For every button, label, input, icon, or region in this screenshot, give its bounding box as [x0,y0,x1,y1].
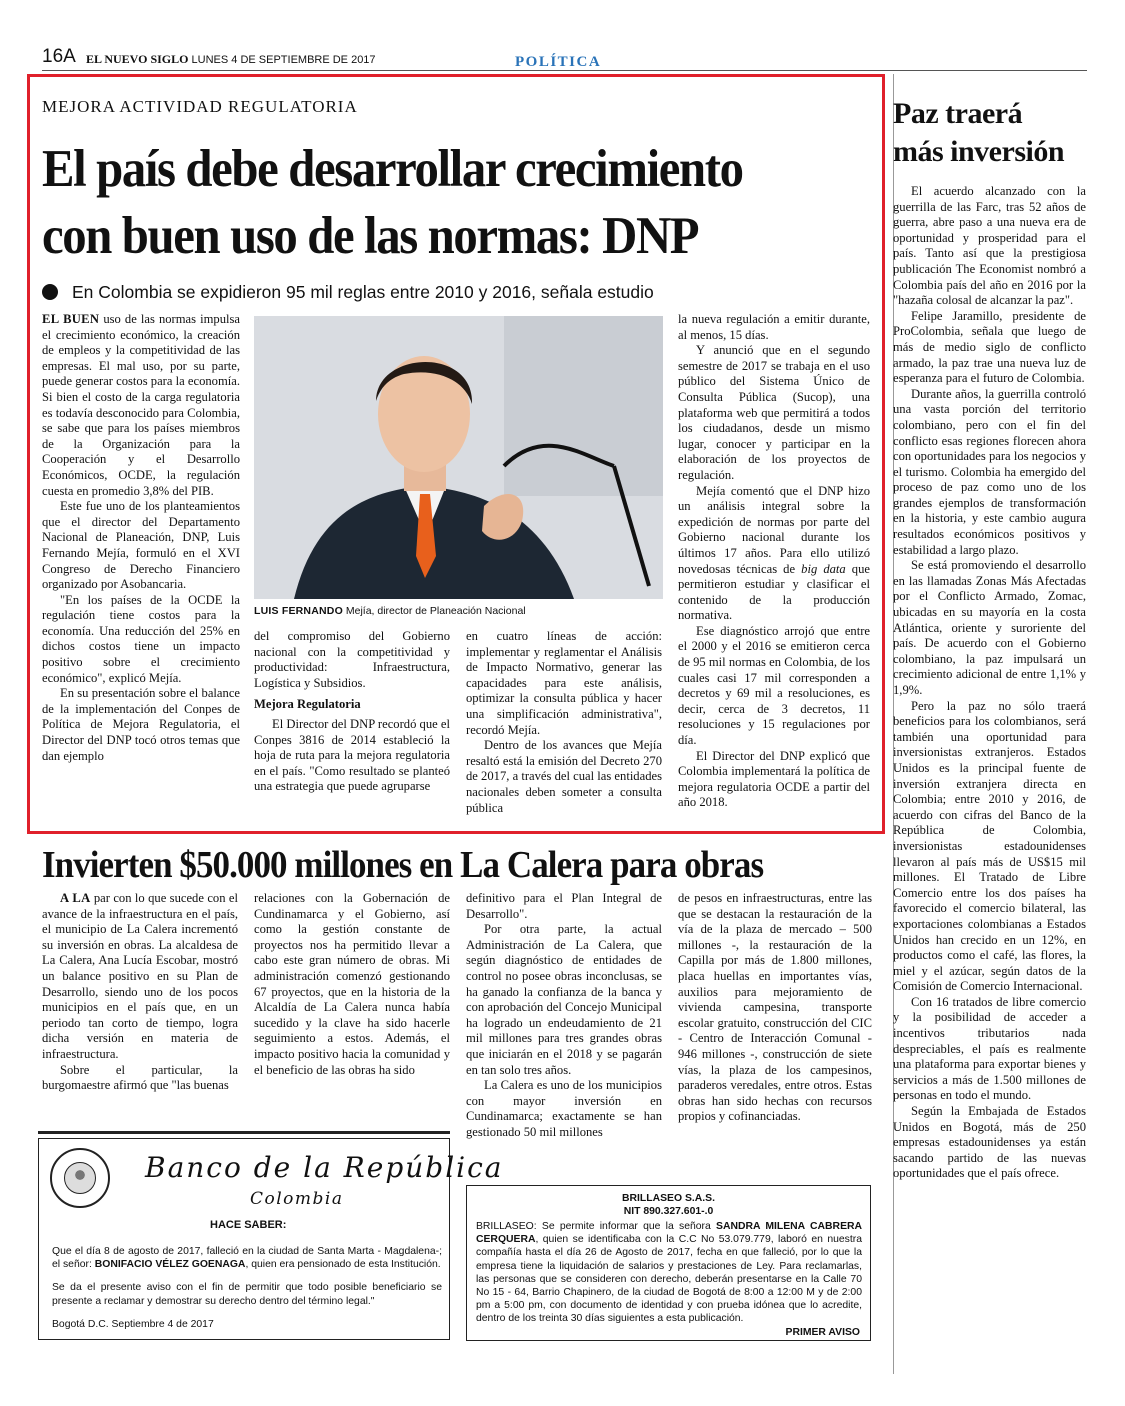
paragraph: de pesos en infraestructuras, entre las que se destacan la restauración de la vía de la plaza de mercado – 500 millones -, la restauración de la Capilla por más de 1.800 millones, placa huellas en importantes vías, auxilios para mejoramiento de vivienda campesina, transporte escolar gratuito, construcción del CIC - Centro de Interacción Comunal - 946 millones -, construcción de siete vías, la plaza de los campesinos, paraderos veredales, entre otros. Estas obras han sido hechas con recursos propios y cofinanciadas. [678,891,872,1124]
main-story-deck [42,282,654,303]
photo-caption [254,605,526,617]
issue-date: LUNES 4 DE SEPTIEMBRE DE 2017 [191,54,376,66]
second-story-headline: Invierten $50.000 millones en La Calera para obras [42,844,764,886]
photo-luis-fernando-mejia [254,316,663,599]
bank-country: Colombia [250,1189,344,1209]
lead-caps: A LA [60,891,91,905]
paragraph: "En los países de la OCDE la regulación tiene costos para la economía. Una reducción del 25% en dichos costos tiene un impacto positivo sobre el crecimiento económico", explicó Mejía. [42,592,240,685]
paragraph: El acuerdo alcanzado con la guerrilla de las Farc, tras 52 años de guerra, abre paso a una nueva era de oportunidad y prosperidad para el país. Tanto así que la prestigiosa publicación The Economist nombró a Colombia país del año en 2016 por la "hazaña colosal de alcanzar la paz". [893,184,1086,308]
side-story-headline: Paz traerá más inversión [893,97,1065,168]
brillaseo-notice-body: BRILLASEO: Se permite informar que la señora SANDRA MILENA CABRERA CERQUERA, quien se identificaba con la C.C No 53.079.779, laboró en nuestra compañía hasta el día 26 de Agosto de 2017, fecha en que falleció, por lo que la empresa tiene la liquidación de salarios y prestaciones de Ley. Para reclamarlas, las personas que se consideren con derecho, deberán presentarse en la Calle 70 No 15 - 64, Barrio Chapinero, de la ciudad de Bogotá de 8:00 a 12:00 M y de 2:00 pm a 5:00 pm, con documento de identidad y con prueba idónea que lo acredite, dentro de los treinta 30 días siguientes a esta publicación. [476,1221,863,1325]
main-story-column-4 [678,312,870,811]
main-story-kicker: MEJORA ACTIVIDAD REGULATORIA [42,97,358,116]
headline-line-1: El país debe desarrollar crecimiento [42,140,743,198]
paragraph: Según la Embajada de Estados Unidos en Bogotá, más de 250 empresas estadounidenses ya están sacando partido de las nuevas oportunidades que el país ofrece. [893,1104,1086,1181]
second-story-column-1 [42,891,238,1094]
paragraph: Ese diagnóstico arrojó que entre el 2000 y el 2016 se emitieron cerca de 95 mil normas en Colombia, de los cuales casi 17 mil corresponden a decretos y 69 mil a resoluciones, es decir, cerca de 3 decretos, 11 resoluciones y 15 regulaciones por día. [678,623,870,748]
paragraph: en cuatro líneas de acción: implementar y reglamentar el Análisis de Impacto Normativo, generar las capacidades para este análisis, optimizar la consulta pública y hacer una simplificación administrativa", recordó Mejía. [466,629,662,737]
caption-name: LUIS FERNANDO [254,605,343,617]
paragraph: Por otra parte, la actual Administración de La Calera, que según diagnóstico de entidades de control no posee obras inconclusas, se ha ganado la confianza de la banca y con aprobación del Concejo Municipal ha logrado un endeudamiento de 21 mil millones para tres grandes obras que iniciarán en el 2018 y se pagarán en tan solo tres años. [466,922,662,1077]
caption-text: Mejía, director de Planeación Nacional [342,605,526,617]
main-story-headline [42,136,806,270]
bank-seal-portrait-icon [64,1162,96,1194]
paragraph: la nueva regulación a emitir durante, al menos, 15 días. [678,312,870,342]
paragraph: Y anunció que en el segundo semestre de 2017 se trabaja en el uso público del Sistema Único de Consulta Pública (Sucop), una plataforma web que permitirá a todos los ciudadanos, desde un mismo lugar, conocer y participar en la elaboración de los proyectos de regulación. [678,343,870,482]
paragraph: El Director del DNP explicó que Colombia implementará la política de mejora regulatoria OCDE a partir del año 2018. [678,748,870,810]
header-divider [42,70,1087,71]
paragraph: En su presentación sobre el balance de la implementación del Conpes de Política de Mejora Regulatoria, el Director del DNP tocó otros temas que dan ejemplo [42,686,240,763]
company-nit: NIT 890.327.601-.0 [623,1206,714,1217]
paragraph: Durante años, la guerrilla controló una vasta porción del territorio colombiano, pero con el fin del conflicto esas regiones florecen ahora con oportunidades para los negocios y el turismo. Colombia ha emergido del proceso de paz como uno de los grandes ejemplos de transformación en la historia, y este cambio augura resultados económicos positivos y estabilidad a largo plazo. [893,386,1086,557]
masthead [86,52,376,67]
paragraph: Dentro de los avances que Mejía resaltó está la emisión del Decreto 270 de 2017, a través del cual las entidades nacionales deben someter a consulta pública [466,738,662,815]
side-story-body [893,184,1086,1182]
headline-line-2: con buen uso de las normas: DNP [42,207,699,265]
paragraph: definitivo para el Plan Integral de Desarrollo". [466,891,662,921]
deck-text: En Colombia se expidieron 95 mil reglas entre 2010 y 2016, señala estudio [72,282,654,302]
lead-caps: EL BUEN [42,312,100,326]
page-number: 16A [42,46,76,67]
paragraph: La Calera es uno de los municipios con mayor inversión en Cundinamarca; exactamente se han gestionado 50 mil millones [466,1078,662,1139]
bank-name: Banco de la República [145,1151,504,1184]
paragraph: El Director del DNP recordó que el Conpes 3816 de 2014 estableció la hoja de ruta para la mejora regulatoria en el país. "Como resultado se planteó una estrategia que puede agruparse [254,716,450,794]
paragraph: Pero la paz no sólo traerá beneficios para los colombianos, será también una oportunidad para inversionistas extranjeros. Estados Unidos es la principal fuente de inversión extranjera directa en Colombia; entre 2010 y 2016, de acuerdo con cifras del Banco de la República de Colombia, inversionistas estadounidenses llevaron al país más de US$15 mil millones. El Tratado de Libre Comercio entre los dos países ha favorecido el comercio bilateral, las exportaciones colombianas a Estados Unidos han crecido en un 12%, en productos como el café, las flores, la miel y el azúcar, según datos de la Comisión de Comercio Internacional. [893,698,1086,994]
section-label: POLÍTICA [515,54,602,70]
notice-heading: HACE SABER: [210,1219,287,1231]
subheading: Mejora Regulatoria [254,697,361,712]
bank-notice-body: Que el día 8 de agosto de 2017, falleció en la ciudad de Santa Marta - Magdalena-; el señor: BONIFACIO VÉLEZ GOENAGA, quien era pensionado de esta Institución. Se da el presente aviso con el fin de permitir que todo posible beneficiario se presente a reclamar y demostrar su derecho dentro del término legal." Bogotá D.C. Septiembre 4 de 2017 [52,1246,442,1330]
newspaper-name: EL NUEVO SIGLO [86,52,189,66]
bullet-icon [42,284,58,300]
second-story-column-3 [466,891,662,1141]
paragraph: EL BUEN uso de las normas impulsa el crecimiento económico, la creación de empleos y la competitividad de las empresas. El mal uso, por su parte, puede generar costos para la economía. Si bien el costo de la carga regulatoria es todavía desconocido para Colombia, se sabe que para los países miembros de la Organización para la Cooperación y el Desarrollo Económicos, OCDE, la regulación cuesta en promedio 3,8% del PIB. [42,312,240,498]
paragraph: relaciones con la Gobernación de Cundinamarca y el Gobierno, así como la gestión constante de proyectos nos ha permitido llevar a cabo este gran número de obras. Mi administración comenzó gestionando 67 proyectos, que en la historia de la Alcaldía de La Calera nunca había sucedido y la clave ha sido hacerle seguimiento a estos. Además, el impacto positivo hacia la comunidad y el beneficio de las obras ha sido [254,891,450,1077]
paragraph: Con 16 tratados de libre comercio y la posibilidad de acceder a incentivos tributarios nada despreciables, el país es realmente una plataforma para exportar bienes y servicios a más de 1.500 millones de personas en todo el mundo. [893,994,1086,1103]
paragraph: A LA par con lo que sucede con el avance de la infraestructura en el país, el municipio de La Calera incrementó su inversión en obras. La alcaldesa de La Calera, Ana Lucía Escobar, mostró un balance positivo en su Plan de Desarrollo, siendo uno de los pocos municipios en el país que, en un periodo tan corto de tiempo, logra dicha versión en materia de infraestructura. [42,891,238,1061]
paragraph: Se está promoviendo el desarrollo en las llamadas Zonas Más Afectadas por el Conflicto Armado, Zomac, ubicadas en su mayoría en la costa Atlántica, oriente y suroriente del país. De acuerdo con el Gobierno colombiano, la paz impulsará un crecimiento adicional de entre 1,1% y 1,9%. [893,558,1086,697]
paragraph: Felipe Jaramillo, presidente de ProColombia, señala que luego de más de medio siglo de conflicto armado, la paz trae una nueva luz de esperanza para el futuro de Colombia. [893,308,1086,386]
paragraph: Este fue uno de los planteamientos que el director del Departamento Nacional de Planeación, DNP, Luis Fernando Mejía, formuló en el XVI Congreso de Derecho Financiero organizado por Asobancaria. [42,499,240,592]
main-story-column-2 [254,629,450,795]
ad-top-rule [38,1131,450,1134]
second-story-column-4 [678,891,872,1125]
paragraph: del compromiso del Gobierno nacional con la competitividad y productividad: Infraestructura, Logística y Subsidios. [254,629,450,690]
main-story-column-1 [42,312,240,764]
main-story-column-3 [466,629,662,816]
second-story-column-2 [254,891,450,1078]
notice-footer: PRIMER AVISO [785,1327,860,1338]
company-name: BRILLASEO S.A.S. [622,1193,715,1204]
paragraph: Sobre el particular, la burgomaestre afirmó que "las buenas [42,1062,238,1093]
paragraph: Mejía comentó que el DNP hizo un análisis integral sobre la expedición de normas por parte del Gobierno nacional durante los últimos 17 años. Para ello utilizó novedosas técnicas de big data que permitieron estudiar y clasificar el contenido de la producción normativa. [678,483,870,623]
speaker-illustration [254,316,663,599]
